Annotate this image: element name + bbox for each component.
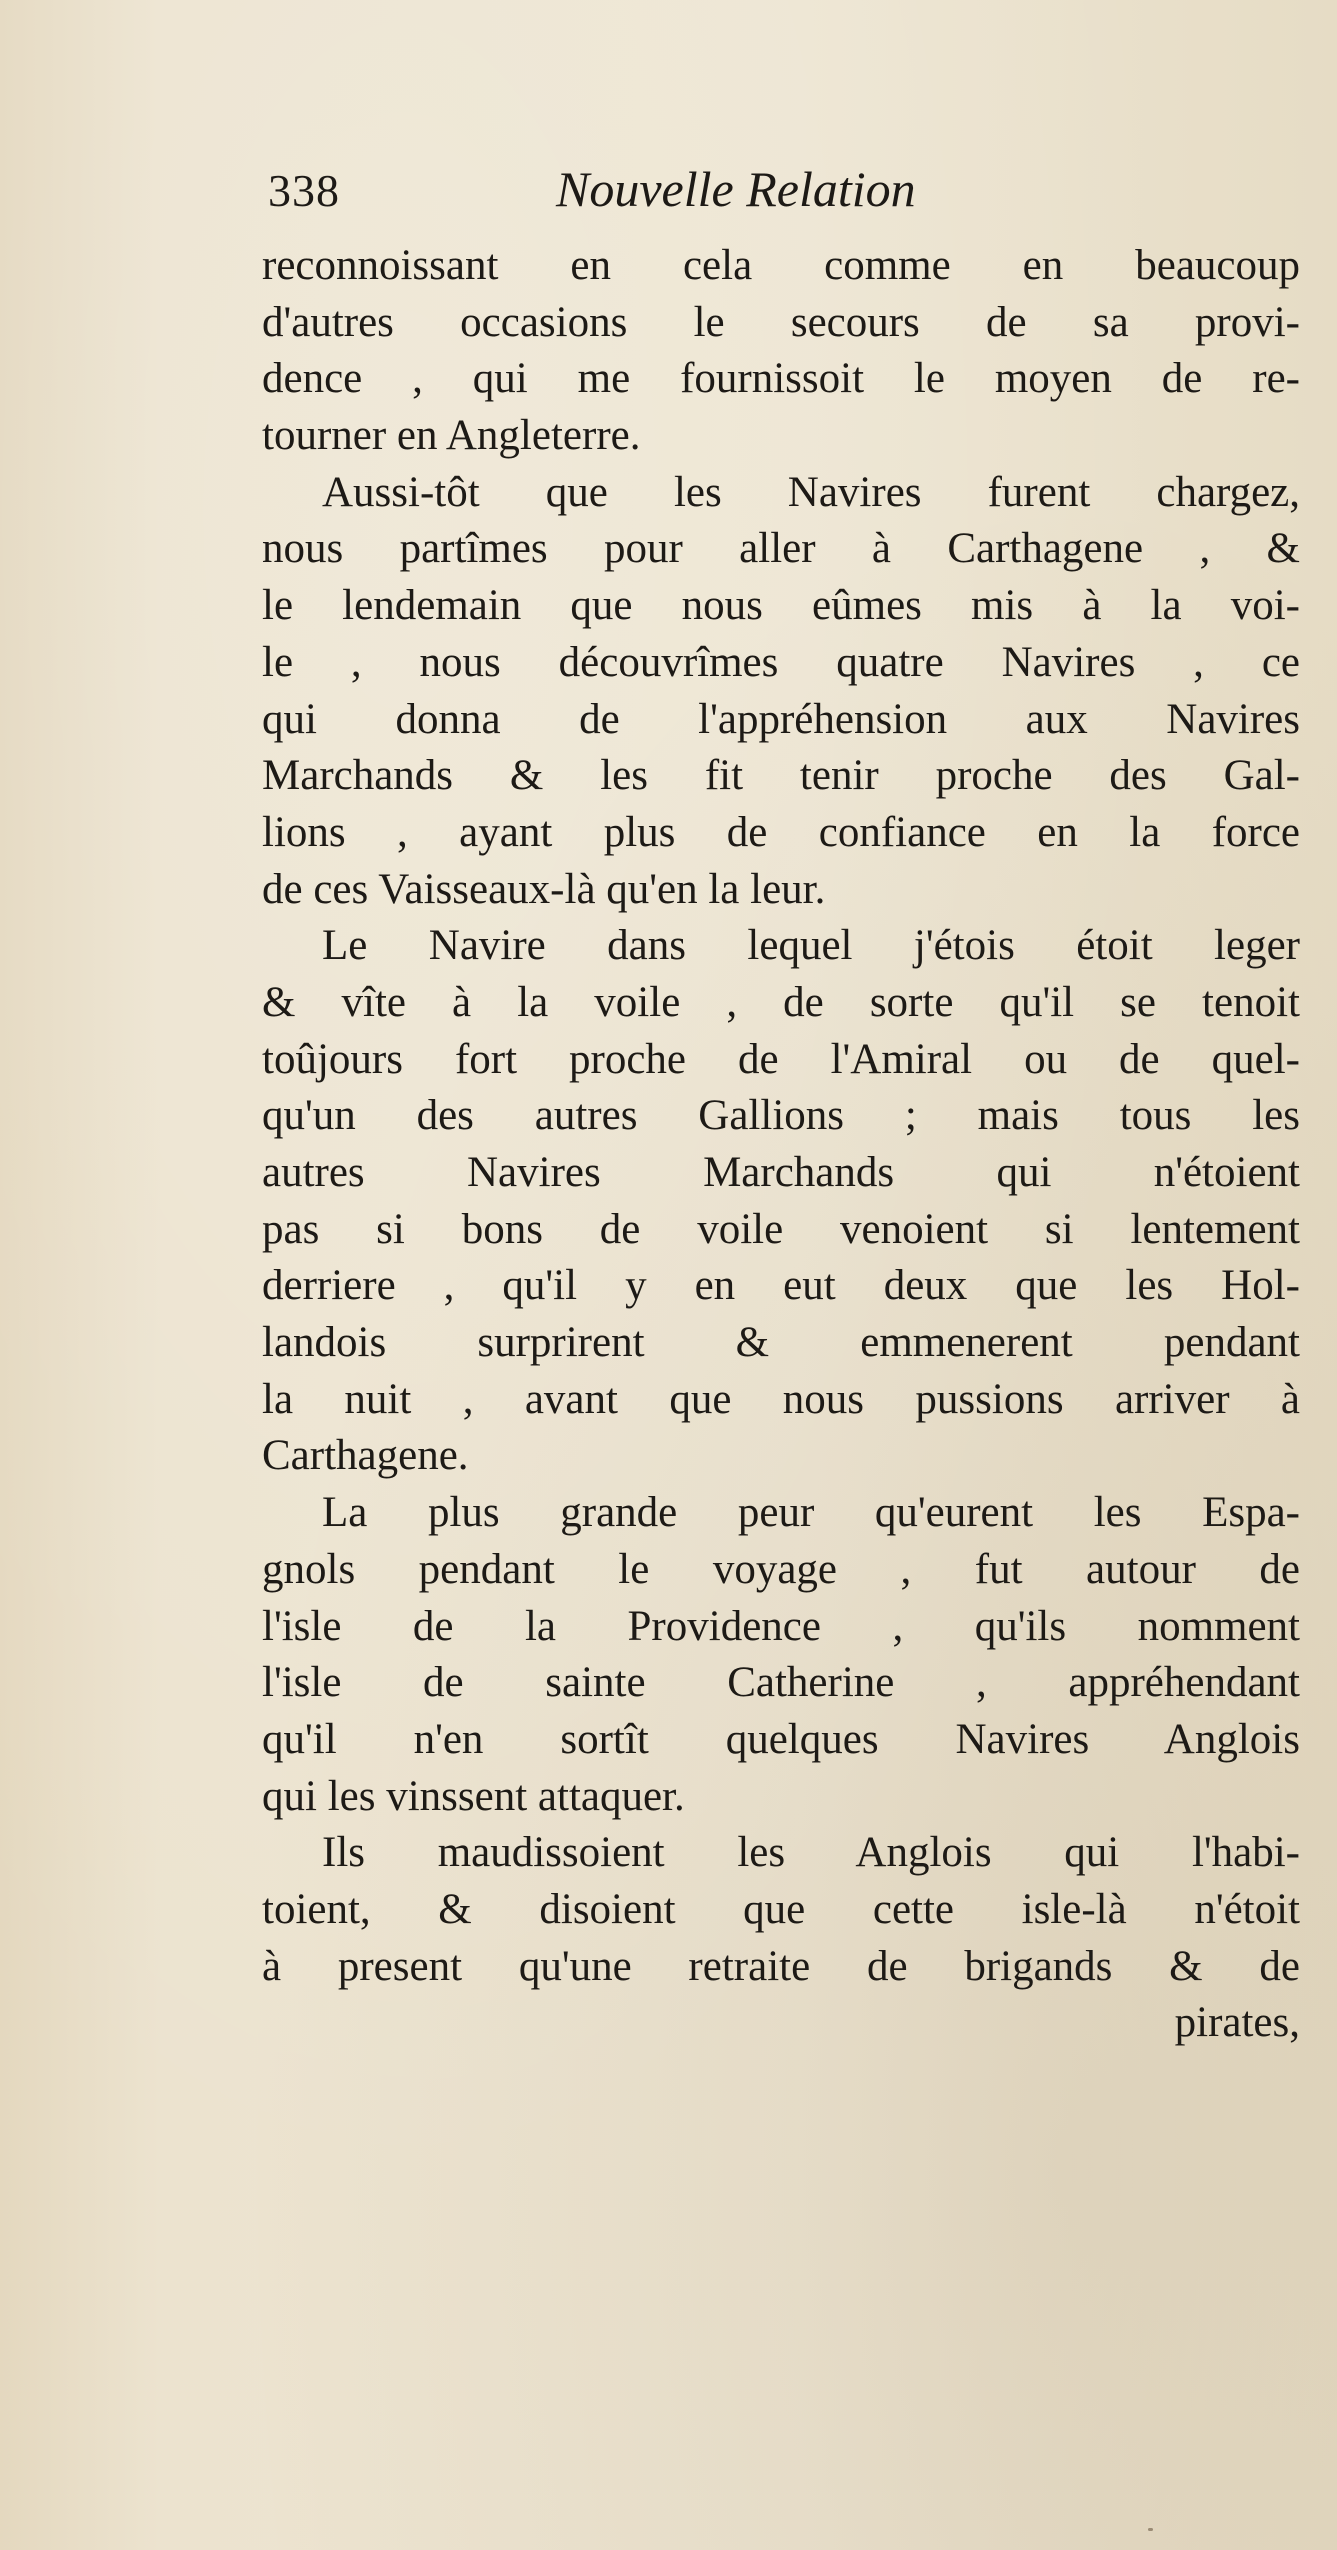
text-line: gnols pendant le voyage , fut autour de: [262, 1545, 1300, 1593]
text-line: reconnoissant en cela comme en beaucoup: [262, 242, 1300, 289]
text-line: tourner en Angleterre.: [262, 412, 641, 460]
text-line: qu'il n'en sortît quelques Navires Anglois: [262, 1715, 1300, 1763]
text-line: Carthagene.: [262, 1432, 469, 1480]
text-line: nous partîmes pour aller à Carthagene , &: [262, 525, 1300, 573]
text-line: à present qu'une retraite de brigands & de: [262, 1942, 1300, 1990]
text-line: qui donna de l'appréhension aux Navires: [262, 695, 1300, 743]
paper-speck: [1148, 2528, 1153, 2531]
text-line: & vîte à la voile , de sorte qu'il se tenoit: [262, 978, 1300, 1026]
page-number: 338: [268, 165, 340, 216]
catchword: pirates,: [1174, 1999, 1300, 2047]
body-text: [262, 238, 1300, 2052]
text-line: de ces Vaisseaux-là qu'en la leur.: [262, 865, 826, 913]
text-line: Aussi-tôt que les Navires furent chargez,: [322, 468, 1300, 516]
text-line: le , nous découvrîmes quatre Navires , ce: [262, 638, 1300, 686]
text-line: pas si bons de voile venoient si lentement: [262, 1205, 1300, 1253]
text-line: La plus grande peur qu'eurent les Espa-: [322, 1489, 1300, 1537]
text-line: le lendemain que nous eûmes mis à la voi-: [262, 582, 1300, 630]
text-line: toûjours fort proche de l'Amiral ou de quel-: [262, 1035, 1300, 1083]
text-line: autres Navires Marchands qui n'étoient: [262, 1149, 1300, 1196]
text-line: l'isle de la Providence , qu'ils nomment: [262, 1602, 1300, 1650]
text-line: dence , qui me fournissoit le moyen de re-: [262, 355, 1300, 403]
text-line: derriere , qu'il y en eut deux que les Hol-: [262, 1262, 1300, 1310]
text-line: l'isle de sainte Catherine , appréhendant: [262, 1659, 1300, 1707]
text-line: Ils maudissoient les Anglois qui l'habi-: [322, 1829, 1300, 1877]
text-line: toient, & disoient que cette isle-là n'étoit: [262, 1885, 1300, 1933]
text-line: lions , ayant plus de confiance en la force: [262, 808, 1300, 856]
text-line: qu'un des autres Gallions ; mais tous les: [262, 1092, 1300, 1140]
text-line: Le Navire dans lequel j'étois étoit leger: [322, 922, 1300, 970]
text-line: qui les vinssent attaquer.: [262, 1772, 685, 1820]
running-head: [268, 160, 1068, 230]
text-line: Marchands & les fit tenir proche des Gal-: [262, 752, 1300, 800]
text-line: d'autres occasions le secours de sa provi-: [262, 298, 1300, 346]
text-line: la nuit , avant que nous pussions arriver à: [262, 1375, 1300, 1423]
text-line: landois surprirent & emmenerent pendant: [262, 1319, 1300, 1367]
running-title: Nouvelle Relation: [556, 161, 916, 217]
